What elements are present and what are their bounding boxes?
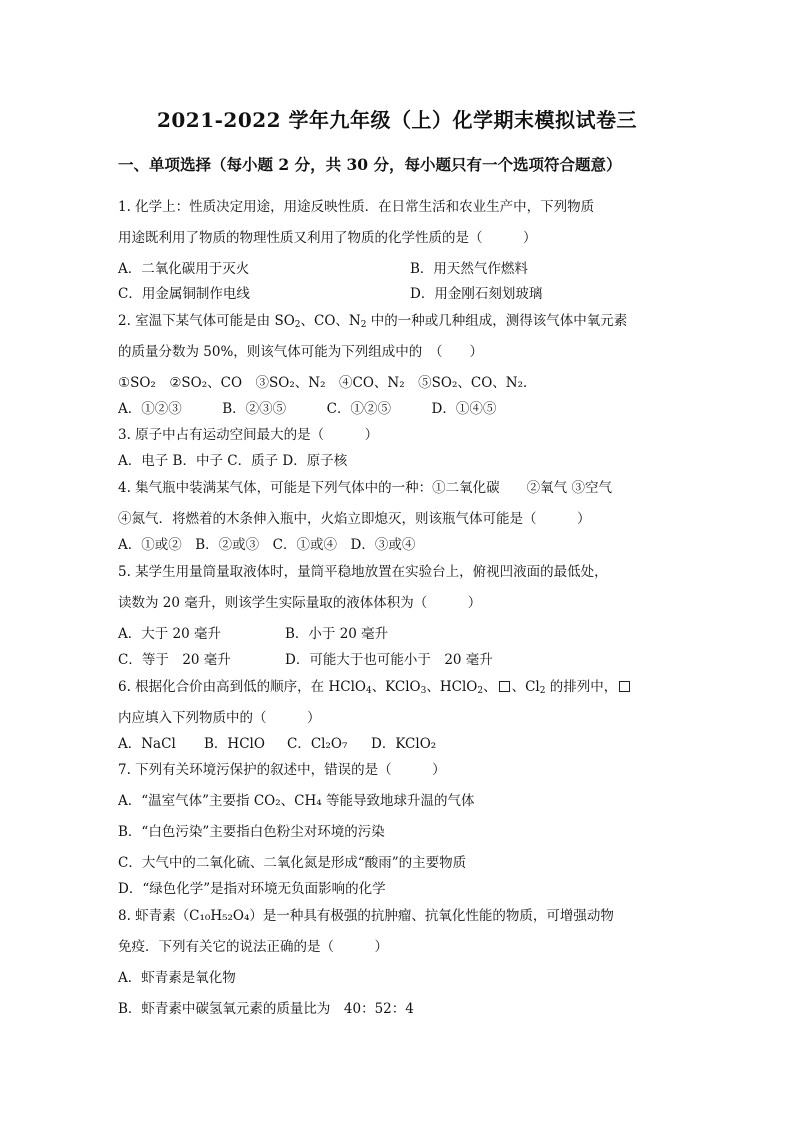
question-2-line-2: 的质量分数为 50%，则该气体可能为下列组成中的 （ ） xyxy=(118,344,484,360)
question-8-line-1: 8. 虾青素（C₁₀H₅₂O₄）是一种具有极强的抗肿瘤、抗氧化性能的物质，可增强动物 xyxy=(118,908,614,924)
question-6-line-2: 内应填入下列物质中的（ ） xyxy=(118,710,321,726)
question-5-option-a: A．大于 20 毫升 xyxy=(118,626,222,642)
question-1-line-1: 1. 化学上：性质决定用途，用途反映性质．在日常生活和农业生产中，下列物质 xyxy=(118,199,595,215)
question-6-option-d: D．KClO₂ xyxy=(371,736,437,752)
question-8-option-b: B．虾青素中碳氢氧元素的质量比为 40：52：4 xyxy=(118,1001,414,1017)
question-7-option-d: D．“绿色化学”是指对环境无负面影响的化学 xyxy=(118,881,386,897)
question-6-option-b: B．HClO xyxy=(204,736,265,752)
question-5-option-c: C．等于 20 毫升 xyxy=(118,652,231,668)
blank-box-icon xyxy=(499,681,510,692)
question-1-option-d: D．用金刚石刻划玻璃 xyxy=(410,286,543,302)
question-1-option-c: C．用金属铜制作电线 xyxy=(118,286,250,302)
question-1-option-b: B．用天然气作燃料 xyxy=(410,261,528,277)
question-5-line-2: 读数为 20 毫升，则该学生实际量取的液体体积为（ ） xyxy=(118,595,482,611)
question-2-options: A．①②③ B．②③⑤ C．①②⑤ D．①④⑤ xyxy=(118,401,497,417)
question-7-line-1: 7. 下列有关环境污保护的叙述中，错误的是（ ） xyxy=(118,762,446,778)
blank-box-icon xyxy=(619,681,630,692)
question-8-line-2: 免疫．下列有关它的说法正确的是（ ） xyxy=(118,939,388,955)
question-1-option-a: A．二氧化碳用于灭火 xyxy=(118,261,250,277)
question-6-line-1: 6. 根据化合价由高到低的顺序，在 HClO$_4$、KClO$_3$、HClO$_2$、 、$Cl_2$ 的排列中， xyxy=(118,678,632,696)
question-4-line-1: 4. 集气瓶中装满某气体，可能是下列气体中的一种：①二氧化碳 ②氧气 ③空气 xyxy=(118,480,612,496)
question-7-option-a: A．“温室气体”主要指 CO₂、CH₄ 等能导致地球升温的气体 xyxy=(118,793,475,809)
question-6-option-c: C．Cl₂O₇ xyxy=(287,736,348,752)
question-3-line-1: 3. 原子中占有运动空间最大的是（ ） xyxy=(118,427,379,443)
question-6-option-a: A．NaCl xyxy=(118,736,176,752)
question-5-option-b: B．小于 20 毫升 xyxy=(285,626,389,642)
question-3-options: A．电子 B．中子 C．质子 D．原子核 xyxy=(118,453,348,469)
question-2-combinations: ①SO₂ ②SO₂、CO ③SO₂、N₂ ④CO、N₂ ⑤SO₂、CO、N₂． xyxy=(118,375,537,391)
question-5-line-1: 5. 某学生用量筒量取液体时，量筒平稳地放置在实验台上，俯视凹液面的最低处， xyxy=(118,564,608,580)
page-title: 2021-2022 学年九年级（上）化学期末模拟试卷三 xyxy=(156,108,638,132)
question-2-line-1: 2. 室温下某气体可能是由 $SO_2$、CO、$N_2$ 中的一种或几种组成，测得该气体中氧元素 xyxy=(118,313,628,330)
question-4-options: A．①或② B．②或③ C．①或④ D．③或④ xyxy=(118,537,416,553)
question-7-option-c: C．大气中的二氧化硫、二氧化氮是形成“酸雨”的主要物质 xyxy=(118,855,467,871)
question-7-option-b: B．“白色污染”主要指白色粉尘对环境的污染 xyxy=(118,824,385,840)
question-1-line-2: 用途既利用了物质的物理性质又利用了物质的化学性质的是（ ） xyxy=(118,230,537,246)
section-heading: 一、单项选择（每小题 2 分，共 30 分，每小题只有一个选项符合题意） xyxy=(118,155,622,174)
question-5-option-d: D．可能大于也可能小于 20 毫升 xyxy=(285,652,493,668)
question-8-option-a: A．虾青素是氧化物 xyxy=(118,970,236,986)
question-4-line-2: ④氮气．将燃着的木条伸入瓶中，火焰立即熄灭，则该瓶气体可能是（ ） xyxy=(118,511,591,527)
